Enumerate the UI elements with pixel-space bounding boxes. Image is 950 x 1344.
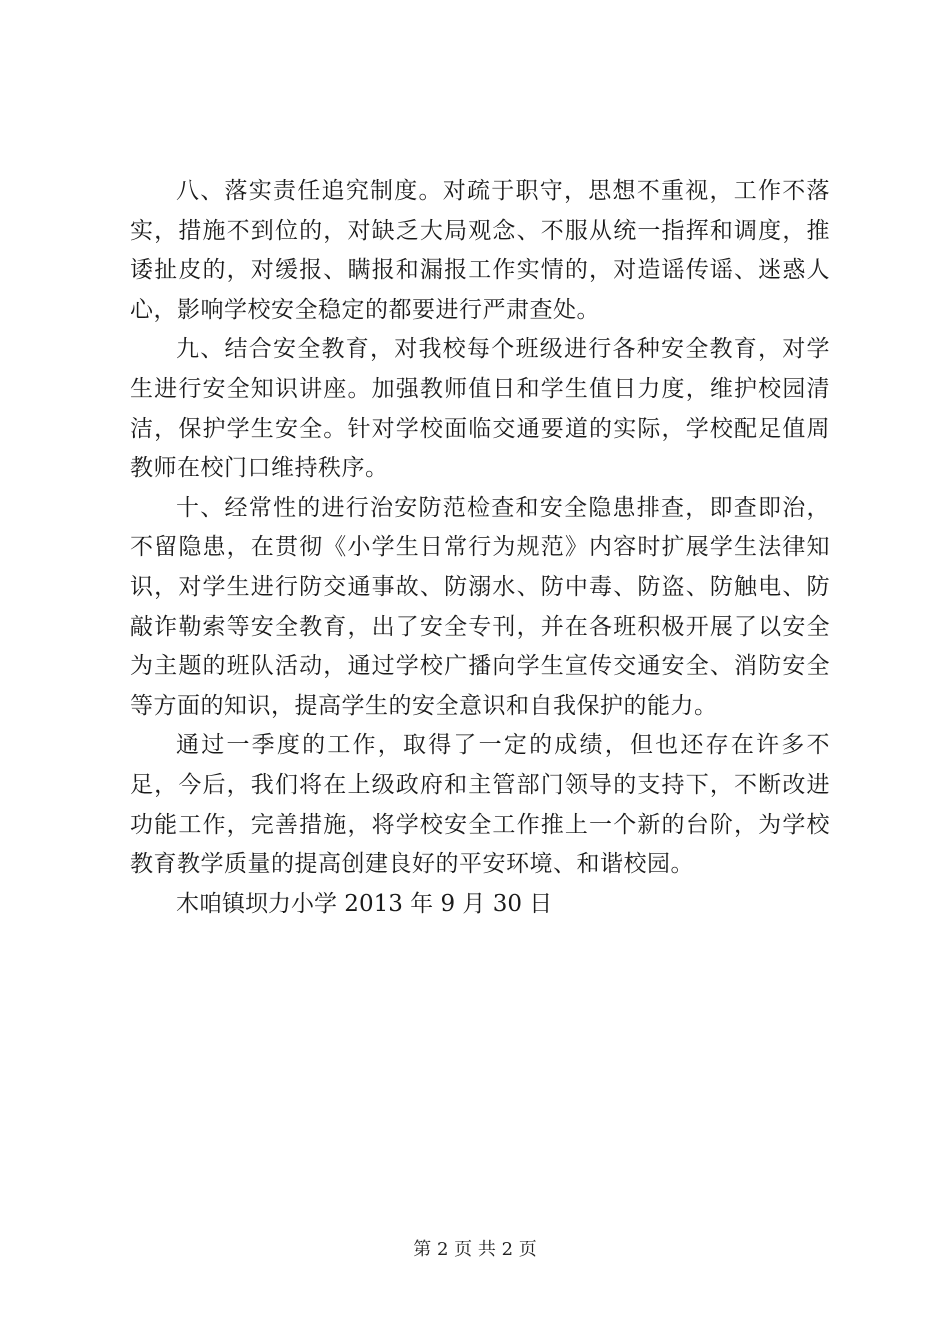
paragraph-item-9: 九、结合安全教育，对我校每个班级进行各种安全教育，对学生进行安全知识讲座。加强教师值日和学生值日力度，维护校园清洁，保护学生安全。针对学校面临交通要道的实际，学校配足值周教师在校门口维持秩序。 — [130, 336, 830, 482]
document-body — [130, 172, 830, 924]
paragraph-summary: 通过一季度的工作，取得了一定的成绩，但也还存在许多不足，今后，我们将在上级政府和主管部门领导的支持下，不断改进功能工作，完善措施，将学校安全工作推上一个新的台阶，为学校教育教学质量的提高创建良好的平安环境、和谐校园。 — [130, 732, 830, 878]
paragraph-item-10: 十、经常性的进行治安防范检查和安全隐患排查，即查即治，不留隐患，在贯彻《小学生日常行为规范》内容时扩展学生法律知识，对学生进行防交通事故、防溺水、防中毒、防盗、防触电、防敲诈勒索等安全教育，出了安全专刊，并在各班积极开展了以安全为主题的班队活动，通过学校广播向学生宣传交通安全、消防安全等方面的知识，提高学生的安全意识和自我保护的能力。 — [130, 494, 830, 719]
page-number-footer: 第 2 页 共 2 页 — [413, 1239, 537, 1260]
signature-line: 木咱镇坝力小学 2013 年 9 月 30 日 — [176, 890, 553, 917]
paragraph-item-8: 八、落实责任追究制度。对疏于职守，思想不重视，工作不落实，措施不到位的，对缺乏大局观念、不服从统一指挥和调度，推诿扯皮的，对缓报、瞒报和漏报工作实情的，对造谣传谣、迷惑人心，影响学校安全稳定的都要进行严肃查处。 — [130, 178, 830, 323]
